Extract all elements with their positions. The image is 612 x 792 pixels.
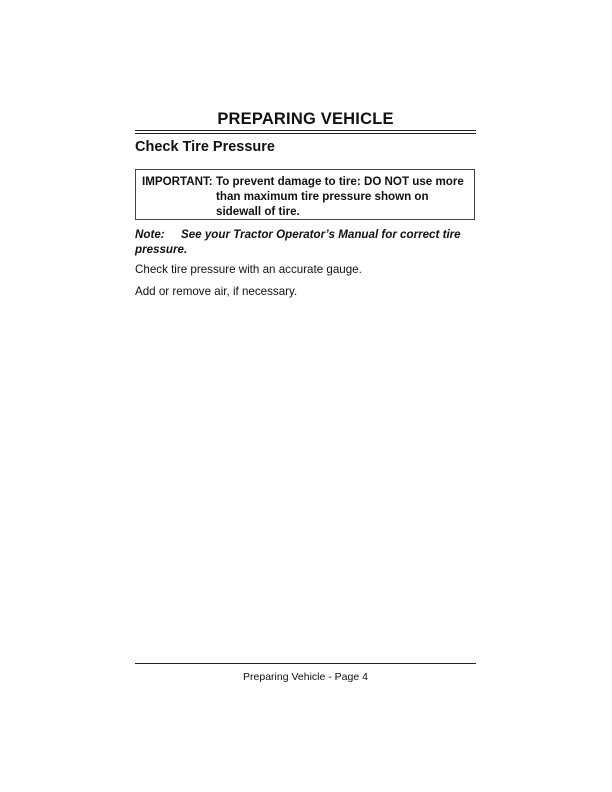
section-title: PREPARING VEHICLE xyxy=(217,110,394,128)
page-footer: Preparing Vehicle - Page 4 xyxy=(243,671,368,683)
important-label: IMPORTANT: xyxy=(142,175,213,188)
body-line-adjust-air: Add or remove air, if necessary. xyxy=(135,285,298,298)
body-line-check-pressure: Check tire pressure with an accurate gauge. xyxy=(135,263,362,276)
note-label: Note: xyxy=(135,228,165,241)
footer-rule xyxy=(135,663,476,664)
title-rule-bottom xyxy=(135,133,476,134)
important-notice-box xyxy=(135,169,475,220)
note-paragraph xyxy=(135,228,480,257)
note-text: See your Tractor Operator’s Manual for correct tire pressure. xyxy=(135,228,461,256)
subsection-title: Check Tire Pressure xyxy=(135,139,275,155)
important-text: To prevent damage to tire: DO NOT use more than maximum tire pressure shown on sidewall of tire. xyxy=(216,175,464,218)
title-rule-top xyxy=(135,130,476,131)
